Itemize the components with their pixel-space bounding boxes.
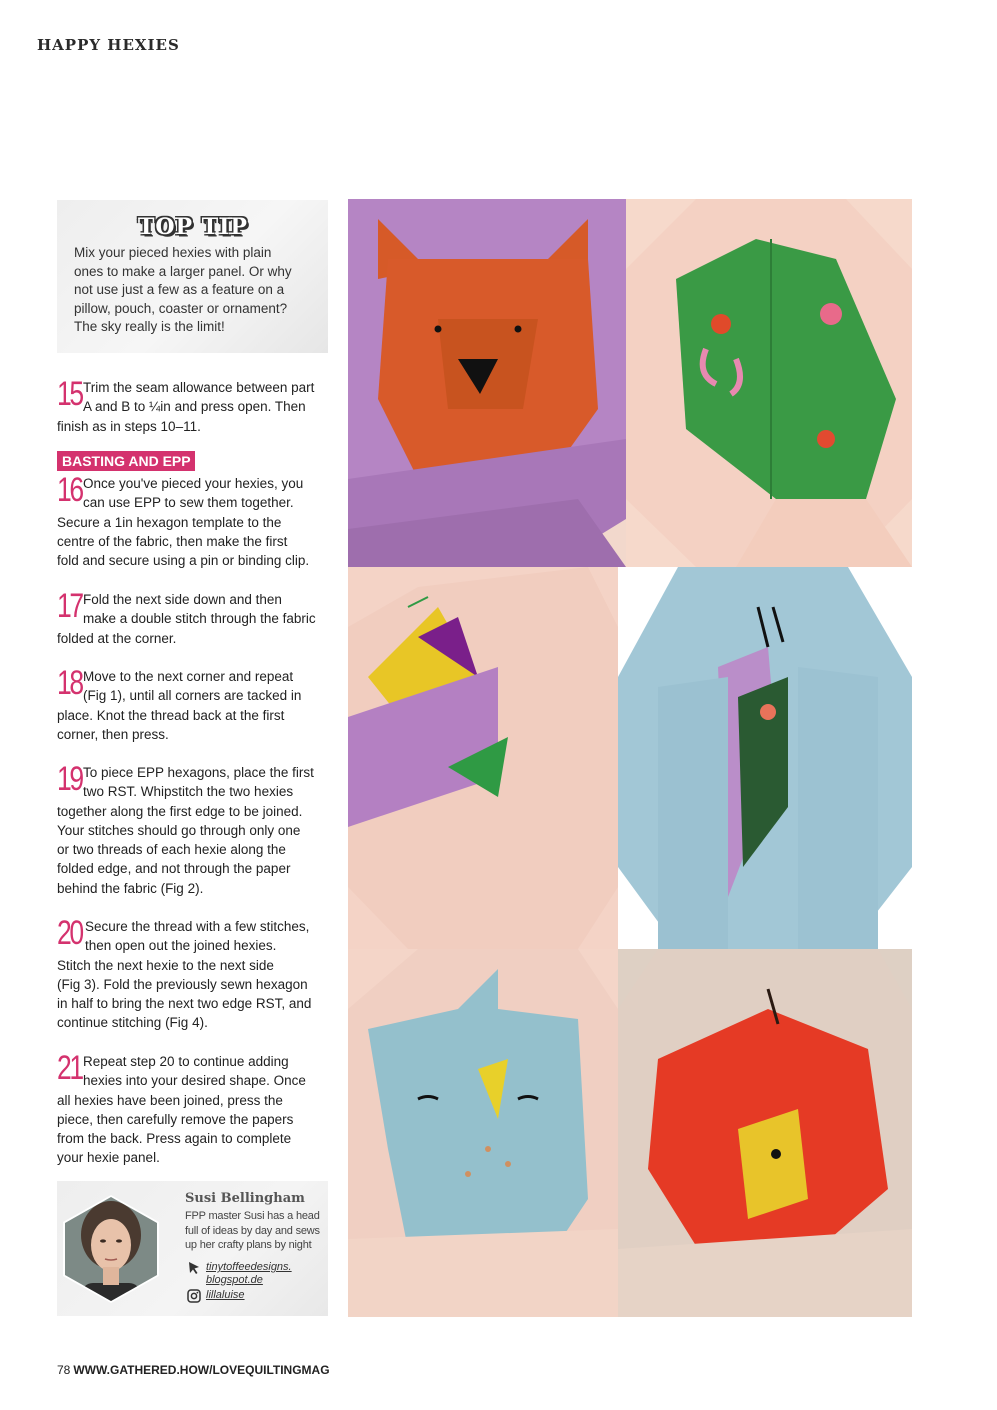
author-bio bbox=[185, 1209, 325, 1253]
hexie-cherries bbox=[626, 199, 912, 567]
step-line: Secure the thread with a few stitches, bbox=[85, 919, 310, 934]
page-header: HAPPY HEXIES bbox=[37, 36, 180, 54]
step-line: together along the first edge to be joined. bbox=[57, 803, 303, 819]
author-bio-line: up her crafty plans by night bbox=[185, 1239, 312, 1251]
hexie-owl bbox=[348, 949, 618, 1317]
top-tip-line: The sky really is the limit! bbox=[74, 319, 225, 334]
top-tip-line: Mix your pieced hexies with plain bbox=[74, 245, 272, 260]
step-17 bbox=[57, 587, 329, 648]
author-website-line: tinytoffeedesigns. bbox=[206, 1261, 292, 1273]
hexie-fox bbox=[348, 199, 626, 567]
author-avatar bbox=[63, 1195, 159, 1303]
page-number: 78 bbox=[57, 1363, 71, 1377]
hexie-partial-purple bbox=[348, 567, 618, 949]
step-number: 17 bbox=[57, 587, 82, 625]
author-box bbox=[57, 1181, 328, 1316]
step-line: or two threads of each hexie along the bbox=[57, 842, 286, 858]
footer-url[interactable]: WWW.GATHERED.HOW/LOVEQUILTINGMAG bbox=[73, 1363, 330, 1377]
author-bio-line: FPP master Susi has a head bbox=[185, 1210, 320, 1222]
step-number: 20 bbox=[57, 914, 82, 952]
step-line: Move to the next corner and repeat bbox=[83, 669, 294, 684]
author-bio-line: full of ideas by day and sews bbox=[185, 1224, 320, 1237]
step-number: 19 bbox=[57, 760, 82, 798]
step-line: folded at the corner. bbox=[57, 630, 177, 646]
step-number: 16 bbox=[57, 471, 82, 509]
step-15 bbox=[57, 375, 329, 436]
top-tip-line: pillow, pouch, coaster or ornament? bbox=[74, 300, 288, 316]
step-line: (Fig 3). Fold the previously sewn hexagon bbox=[57, 976, 308, 992]
step-21 bbox=[57, 1049, 329, 1168]
step-line: Your stitches should go through only one bbox=[57, 822, 301, 838]
step-20 bbox=[57, 914, 329, 1033]
step-line: corner, then press. bbox=[57, 726, 169, 742]
author-instagram-handle: lillaluise bbox=[206, 1289, 245, 1301]
step-line: Stitch the next hexie to the next side bbox=[57, 957, 274, 973]
step-line: behind the fabric (Fig 2). bbox=[57, 880, 204, 896]
step-line: two RST. Whipstitch the two hexies bbox=[83, 784, 294, 800]
author-website-link[interactable] bbox=[187, 1261, 292, 1286]
step-line: make a double stitch through the fabric bbox=[83, 611, 316, 627]
step-number: 15 bbox=[57, 375, 82, 413]
top-tip-line: not use just a few as a feature on a bbox=[74, 282, 285, 297]
step-line: all hexies have been joined, press the bbox=[57, 1092, 283, 1108]
step-line: finish as in steps 10–11. bbox=[57, 418, 201, 434]
author-name: Susi Bellingham bbox=[185, 1191, 305, 1206]
page-footer bbox=[57, 1363, 330, 1377]
author-instagram-link[interactable] bbox=[187, 1289, 245, 1303]
step-line: centre of the fabric, then make the first bbox=[57, 533, 288, 549]
top-tip-box bbox=[57, 200, 328, 353]
step-line: place. Knot the thread back at the first bbox=[57, 707, 285, 723]
top-tip-line: ones to make a larger panel. Or why bbox=[74, 263, 292, 279]
step-line: To piece EPP hexagons, place the first bbox=[83, 765, 314, 780]
step-line: in half to bring the next two edge RST, and bbox=[57, 996, 312, 1012]
author-website-line: blogspot.de bbox=[206, 1273, 263, 1286]
step-18 bbox=[57, 664, 329, 744]
step-19 bbox=[57, 760, 329, 898]
step-line: (Fig 1), until all corners are tacked in bbox=[83, 688, 302, 704]
step-line: hexies into your desired shape. Once bbox=[83, 1073, 306, 1089]
step-line: continue stitching (Fig 4). bbox=[57, 1015, 208, 1031]
hexie-apple bbox=[618, 949, 912, 1317]
step-number: 21 bbox=[57, 1049, 82, 1087]
step-line: Fold the next side down and then bbox=[83, 592, 282, 607]
instagram-icon bbox=[187, 1289, 201, 1303]
step-line: fold and secure using a pin or binding clip. bbox=[57, 553, 310, 569]
step-line: Repeat step 20 to continue adding bbox=[83, 1054, 289, 1069]
step-line: A and B to ¼in and press open. Then bbox=[83, 399, 306, 415]
step-number: 18 bbox=[57, 664, 82, 702]
step-line: Secure a 1in hexagon template to the bbox=[57, 514, 282, 530]
section-heading: BASTING AND EPP bbox=[57, 451, 195, 471]
step-line: folded edge, and not through the paper bbox=[57, 861, 291, 877]
step-line: can use EPP to sew them together. bbox=[83, 495, 294, 511]
hexie-blue bbox=[618, 567, 912, 949]
step-line: Once you've pieced your hexies, you bbox=[83, 476, 304, 491]
step-line: then open out the joined hexies. bbox=[85, 938, 277, 954]
step-16 bbox=[57, 471, 329, 570]
step-line: your hexie panel. bbox=[57, 1150, 160, 1166]
step-line: from the back. Press again to complete bbox=[57, 1131, 292, 1147]
hexie-photo-grid bbox=[348, 199, 912, 1317]
top-tip-title: TOP TIP bbox=[138, 214, 248, 240]
step-line: Trim the seam allowance between part bbox=[83, 380, 315, 395]
cursor-arrow-icon bbox=[187, 1261, 201, 1275]
step-line: piece, then carefully remove the papers bbox=[57, 1111, 294, 1127]
